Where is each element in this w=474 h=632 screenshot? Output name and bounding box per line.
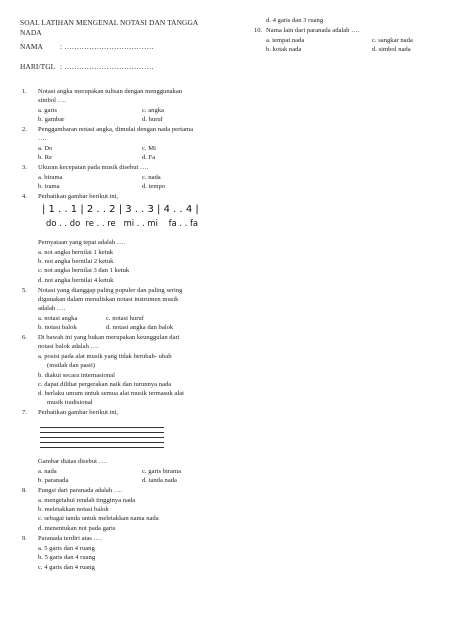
q4-option-a: a. not angka bernilai 1 ketuk	[38, 249, 114, 256]
q9-option-c: c. 4 garis dan 4 ruang	[38, 564, 95, 571]
q4-option-d: d. not angka bernilai 4 ketuk	[38, 277, 114, 284]
q2-text-1: Penggambaran notasi angka, dimulai dengan nada pertama	[38, 126, 194, 133]
q6-text-1: Di bawah ini yang bukan merupakan keunggulan dari	[38, 334, 180, 341]
nama-blank: : ………………………………	[60, 42, 154, 51]
q1-option-c: c. angka	[142, 107, 164, 114]
q5-option-b: b. notasi balok	[38, 324, 77, 331]
staff-line-3	[40, 437, 164, 438]
staff-line-5	[40, 447, 164, 448]
q10-text: Nama lain dari paranada adalah ….	[266, 27, 360, 34]
q3-option-b: b. irama	[38, 183, 60, 190]
q4-statement: Pernyataan yang tepat adalah ….	[38, 239, 125, 246]
q3-text-1: Ukuran kecepatan pada musik disebut ….	[38, 164, 149, 171]
q7-option-a: a. nada	[38, 468, 57, 475]
hari-label: HARI/TGL	[20, 62, 56, 71]
q6-text-2: notasi balok adalah ….	[38, 343, 99, 350]
q7-option-c: c. garis birama	[142, 468, 181, 475]
q10-option-c: c. sangkar nada	[372, 37, 413, 44]
q6-option-c: c. dapat dilihat pergerakan naik dan turunnya nada	[38, 381, 172, 388]
q5-option-d: d. notasi angka dan balok	[106, 324, 174, 331]
q3-option-a: a. birama	[38, 174, 63, 181]
q2-number: 2.	[22, 126, 27, 133]
q4-text-1: Perhatikan gambar berikut ini,	[38, 193, 119, 200]
q8-option-a: a. mengetahui rendah tingginya nada	[38, 497, 136, 504]
q2-text-2: ….	[38, 135, 47, 142]
q4-option-c: c. not angka bernilai 3 dan 1 ketuk	[38, 267, 130, 274]
q8-option-d: d. menentukan not pada garis	[38, 525, 116, 532]
q6-option-d-2: musik tradisional	[47, 399, 93, 406]
q7-number: 7.	[22, 409, 27, 416]
q6-option-a-2: (mutlak dan pasti)	[47, 362, 95, 369]
q7-text-1: Perhatikan gambar berikut ini,	[38, 409, 119, 416]
q1-text-2: simbol ….	[38, 97, 66, 104]
q5-option-a: a. notasi angka	[38, 315, 78, 322]
q6-number: 6.	[22, 334, 27, 341]
q10-number: 10.	[254, 27, 263, 34]
q6-option-d-1: d. berlaku umum untuk semua alat musik termasuk alat	[38, 390, 184, 397]
q4-number-notation: | 1 . . 1 | 2 . . 2 | 3 . . 3 | 4 . . 4 |	[42, 204, 199, 215]
q1-text-1: Notasi angka merupakan tulisan dengan menggunakan	[38, 88, 183, 95]
q2-option-d: d. Fa	[142, 154, 156, 161]
q4-option-b: b. not angka bernilai 2 ketuk	[38, 258, 114, 265]
q8-text-1: Fungsi dari paranada adalah ….	[38, 487, 123, 494]
q10-option-a: a. tempat nada	[266, 37, 305, 44]
q9-text-1: Paranada terdiri atas ….	[38, 535, 102, 542]
nama-label: NAMA	[20, 42, 43, 51]
q5-text-3: adalah ….	[38, 305, 66, 312]
staff-line-1	[40, 427, 164, 428]
staff-line-2	[40, 432, 164, 433]
q8-number: 8.	[22, 487, 27, 494]
title-line-1: SOAL LATIHAN MENGENAL NOTASI DAN TANGGA	[20, 18, 199, 27]
q5-number: 5.	[22, 287, 27, 294]
q4-number: 4.	[22, 193, 27, 200]
q6-option-b: b. diakui secara internasional	[38, 372, 115, 379]
q9-number: 9.	[22, 535, 27, 542]
q3-option-d: d. tempo	[142, 183, 166, 190]
q2-option-b: b. Re	[38, 154, 52, 161]
q8-option-c: c. sebagai tanda untuk meletakkan nama nada	[38, 515, 159, 522]
q2-option-c: c. Mi	[142, 145, 156, 152]
q1-option-b: b. gambar	[38, 116, 65, 123]
q6-option-a-1: a. posisi pada alat musik yang tidak berubah- ubah	[38, 353, 172, 360]
q5-text-1: Notasi yang dianggap paling populer dan paling sering	[38, 287, 183, 294]
q7-caption: Gambar diatas disebut ….	[38, 458, 107, 465]
q9-option-b: b. 5 garis dan 4 ruang	[38, 554, 96, 561]
q4-solfege-syllables: do . . do re . . re mi . . mi fa . . fa	[46, 218, 199, 228]
q5-text-2: digunakan dalam menuliskan notasi instrumen musik	[38, 296, 179, 303]
staff-line-4	[40, 442, 164, 443]
hari-blank: : ………………………………	[60, 62, 154, 71]
q2-option-a: a. Do	[38, 145, 53, 152]
q7-option-b: b. paranada	[38, 477, 69, 484]
title-line-2: NADA	[20, 28, 42, 37]
q3-option-c: c. nada	[142, 174, 161, 181]
q10-option-d: d. simbol nada	[372, 46, 411, 53]
q5-option-c: c. notasi huruf	[106, 315, 144, 322]
q9-option-a: a. 5 garis dan 4 ruang	[38, 545, 95, 552]
q1-number: 1.	[22, 88, 27, 95]
q8-option-b: b. meletakkan notasi balok	[38, 506, 109, 513]
q7-option-d: d. tanda nada	[142, 477, 177, 484]
q9-option-d: d. 4 garis dan 3 ruang	[266, 17, 324, 24]
q1-option-a: a. garis	[38, 107, 58, 114]
q1-option-d: d. huruf	[142, 116, 163, 123]
q3-number: 3.	[22, 164, 27, 171]
q10-option-b: b. kotak nada	[266, 46, 302, 53]
